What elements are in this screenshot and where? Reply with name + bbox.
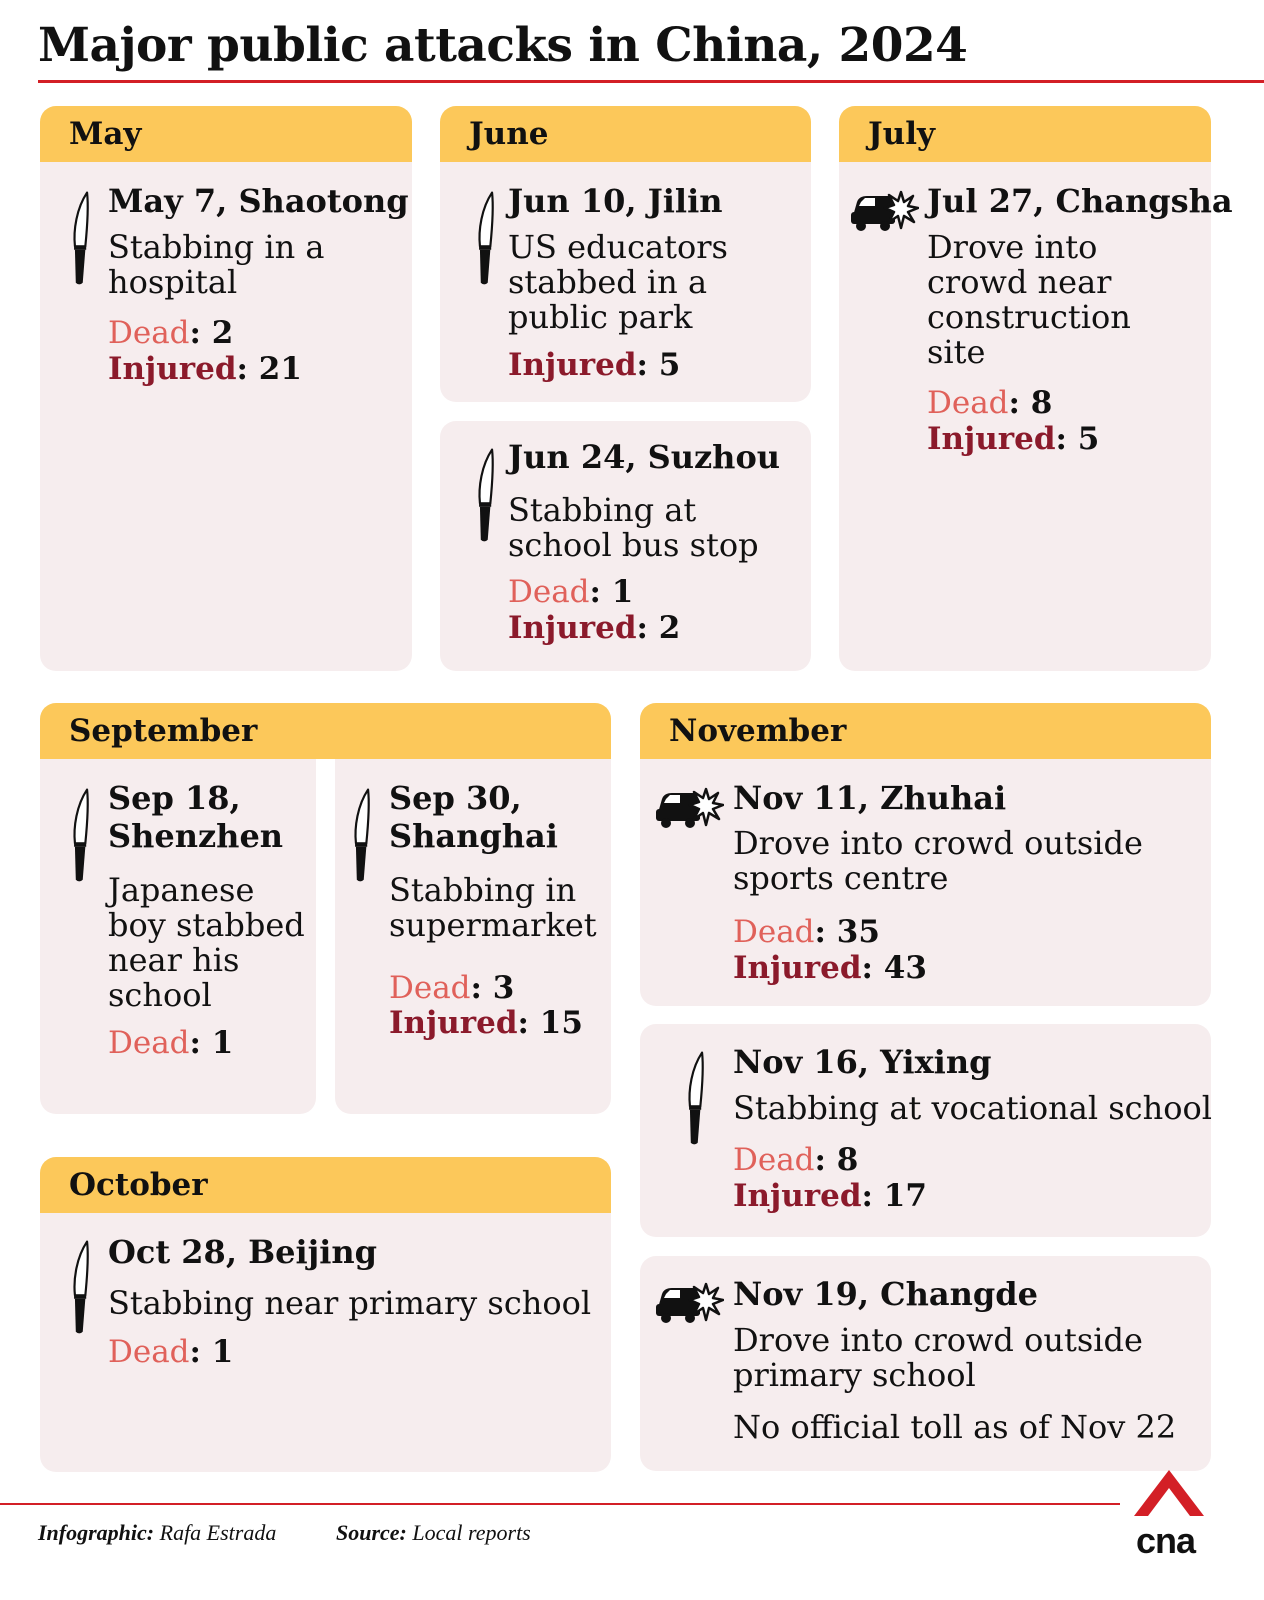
knife-icon <box>473 186 499 291</box>
knife-icon <box>349 783 375 888</box>
event-date: May 7, Shaotong <box>108 182 409 220</box>
car-crash-icon <box>654 783 724 831</box>
brand-logo-text[interactable]: cna <box>1136 1520 1196 1561</box>
event-date: Jun 10, Jilin <box>508 182 723 220</box>
source-credit: Source: Local reports <box>336 1520 531 1545</box>
event-panel-may <box>40 162 412 671</box>
month-header-october: October <box>40 1157 611 1213</box>
injured-count: Injured: 15 <box>389 1005 583 1041</box>
toll-note: No official toll as of Nov 22 <box>733 1408 1177 1446</box>
injured-count: Injured: 43 <box>733 950 927 986</box>
event-description: Japanese boy stabbed near his school <box>108 871 305 1014</box>
month-header-june: June <box>440 106 811 162</box>
event-date: Nov 19, Changde <box>733 1275 1038 1313</box>
event-description: Stabbing at vocational school <box>733 1089 1212 1127</box>
event-date: Jul 27, Changsha <box>927 182 1233 220</box>
event-date: Oct 28, Beijing <box>108 1233 378 1271</box>
event-panel-nov19 <box>640 1256 1211 1471</box>
injured-count: Injured: 21 <box>108 351 302 387</box>
page-title: Major public attacks in China, 2024 <box>38 18 968 73</box>
car-crash-icon <box>654 1278 724 1326</box>
event-description: Stabbing at school bus stop <box>508 491 759 564</box>
knife-icon <box>68 1235 94 1340</box>
event-description: Drove into crowd near construction site <box>927 228 1131 371</box>
knife-icon <box>68 186 94 291</box>
event-date: Sep 30, Shanghai <box>389 779 558 855</box>
knife-icon <box>683 1046 709 1151</box>
event-panel-oct28 <box>40 1213 611 1472</box>
injured-count: Injured: 5 <box>508 347 681 383</box>
event-panel-sep30 <box>335 759 611 1114</box>
dead-count: Dead: 1 <box>108 1334 234 1370</box>
month-header-november: November <box>640 703 1211 759</box>
event-panel-sep18 <box>40 759 316 1114</box>
dead-count: Dead: 2 <box>108 315 234 351</box>
month-header-september: September <box>40 703 611 759</box>
event-description: Stabbing in supermarket <box>389 871 597 944</box>
dead-count: Dead: 3 <box>389 970 515 1006</box>
event-panel-jun24 <box>440 421 811 671</box>
event-description: Drove into crowd outside sports centre <box>733 824 1143 897</box>
dead-count: Dead: 1 <box>508 574 634 610</box>
event-date: Nov 16, Yixing <box>733 1043 992 1081</box>
event-date: Nov 11, Zhuhai <box>733 779 1007 817</box>
car-crash-icon <box>849 186 919 234</box>
event-date: Jun 24, Suzhou <box>508 438 781 476</box>
event-panel-jul27 <box>839 162 1233 671</box>
event-date: Sep 18, Shenzhen <box>108 779 284 855</box>
dead-count: Dead: 8 <box>927 385 1053 421</box>
injured-count: Injured: 2 <box>508 610 681 646</box>
knife-icon <box>68 783 94 888</box>
event-panel-nov16 <box>640 1024 1211 1237</box>
dead-count: Dead: 35 <box>733 914 880 950</box>
injured-count: Injured: 5 <box>927 421 1100 457</box>
event-panel-jun10 <box>440 162 811 402</box>
month-header-july: July <box>839 106 1211 162</box>
event-description: US educators stabbed in a public park <box>508 228 728 336</box>
event-description: Drove into crowd outside primary school <box>733 1321 1143 1394</box>
event-panel-nov11 <box>640 759 1211 1006</box>
month-header-may: May <box>40 106 412 162</box>
knife-icon <box>473 443 499 548</box>
dead-count: Dead: 8 <box>733 1142 859 1178</box>
infographic-credit: Infographic: Rafa Estrada <box>38 1520 277 1545</box>
dead-count: Dead: 1 <box>108 1025 234 1061</box>
injured-count: Injured: 17 <box>733 1178 927 1214</box>
title-divider <box>38 80 1264 83</box>
event-description: Stabbing in a hospital <box>108 228 325 301</box>
footer-divider <box>0 1503 1120 1505</box>
event-description: Stabbing near primary school <box>108 1284 592 1322</box>
